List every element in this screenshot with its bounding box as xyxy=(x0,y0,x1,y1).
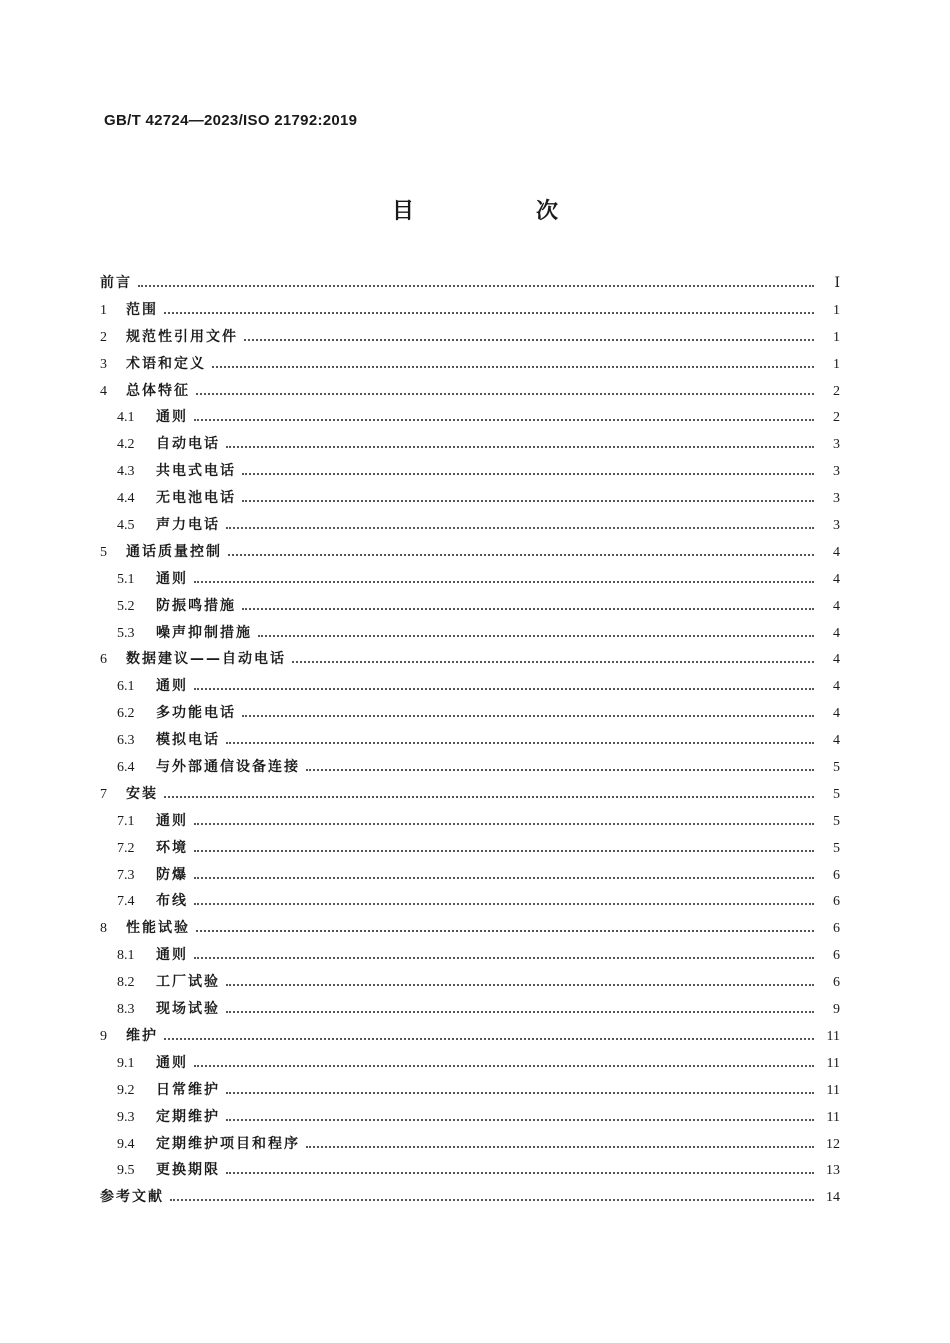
toc-entry-page-number: 2 xyxy=(833,410,840,426)
toc-entry-page-number: 3 xyxy=(833,518,840,534)
toc-entry-page-number: 1 xyxy=(833,329,840,345)
toc-entry-page-number: 4 xyxy=(833,706,840,722)
toc-entry-label: 环境 xyxy=(156,839,188,856)
toc-entry-label: 通则 xyxy=(156,678,188,695)
toc-entry-page-number: 4 xyxy=(833,571,840,587)
toc-entry-number: 4 xyxy=(100,383,107,399)
toc-entry[interactable] xyxy=(100,1023,840,1050)
toc-entry-label: 声力电话 xyxy=(156,517,220,534)
toc-entry[interactable] xyxy=(100,862,840,889)
toc-entry[interactable] xyxy=(100,754,840,781)
toc-entry-label: 规范性引用文件 xyxy=(126,328,238,345)
toc-entry-label: 维护 xyxy=(126,1027,158,1044)
toc-entry-page-number: Ⅰ xyxy=(834,276,840,291)
toc-entry-page-number: 5 xyxy=(833,813,840,829)
toc-entry-number: 9.5 xyxy=(117,1163,135,1179)
toc-dot-leader xyxy=(138,285,814,287)
toc-entry-label: 术语和定义 xyxy=(126,355,206,372)
toc-dot-leader xyxy=(226,984,814,986)
toc-entry-page-number: 11 xyxy=(826,1082,840,1098)
toc-dot-leader xyxy=(226,742,814,744)
toc-entry-page-number: 4 xyxy=(833,598,840,614)
toc-entry-page-number: 4 xyxy=(833,679,840,695)
toc-dot-leader xyxy=(242,500,814,502)
toc-entry-number: 4.2 xyxy=(117,437,135,453)
toc-dot-leader xyxy=(242,715,814,717)
toc-entry-page-number: 3 xyxy=(833,491,840,507)
toc-entry-number: 7 xyxy=(100,786,107,802)
toc-entry-label: 参考文献 xyxy=(100,1189,164,1206)
toc-entry-page-number: 5 xyxy=(833,786,840,802)
toc-entry[interactable] xyxy=(100,835,840,862)
toc-entry-label: 安装 xyxy=(126,785,158,802)
toc-entry-number: 5.2 xyxy=(117,598,135,614)
toc-entry-label: 总体特征 xyxy=(126,382,190,399)
toc-entry-number: 7.2 xyxy=(117,840,135,856)
toc-entry-page-number: 12 xyxy=(826,1136,840,1152)
toc-entry-number: 6 xyxy=(100,652,107,668)
document-id: GB/T 42724—2023/ISO 21792:2019 xyxy=(104,112,358,129)
toc-entry-label: 更换期限 xyxy=(156,1162,220,1179)
toc-entry[interactable] xyxy=(100,458,840,485)
toc-entry-page-number: 5 xyxy=(833,760,840,776)
toc-entry[interactable] xyxy=(100,404,840,431)
toc-entry[interactable] xyxy=(100,888,840,915)
toc-dot-leader xyxy=(194,850,814,852)
toc-entry-number: 8.3 xyxy=(117,1002,135,1018)
toc-dot-leader xyxy=(194,688,814,690)
toc-entry-number: 9.2 xyxy=(117,1082,135,1098)
toc-entry-page-number: 4 xyxy=(833,544,840,560)
toc-dot-leader xyxy=(228,554,814,556)
toc-entry-label: 定期维护 xyxy=(156,1108,220,1125)
toc-entry-label: 通则 xyxy=(156,947,188,964)
toc-entry-page-number: 5 xyxy=(833,840,840,856)
toc-entry-page-number: 1 xyxy=(833,302,840,318)
toc-entry-page-number: 3 xyxy=(833,437,840,453)
toc-dot-leader xyxy=(212,366,814,368)
toc-entry-label: 前言 xyxy=(100,275,132,291)
toc-entry-label: 布线 xyxy=(156,893,188,910)
toc-entry[interactable] xyxy=(100,727,840,754)
toc-entry-label: 范围 xyxy=(126,301,158,318)
toc-entry-page-number: 14 xyxy=(826,1190,840,1206)
toc-entry-number: 5 xyxy=(100,544,107,560)
toc-entry[interactable] xyxy=(100,673,840,700)
toc-entry-label: 噪声抑制措施 xyxy=(156,624,252,641)
toc-entry-number: 4.1 xyxy=(117,410,135,426)
toc-entry-number: 9.4 xyxy=(117,1136,135,1152)
toc-entry-page-number: 4 xyxy=(833,625,840,641)
toc-entry-page-number: 4 xyxy=(833,733,840,749)
toc-entry-page-number: 6 xyxy=(833,867,840,883)
toc-entry-number: 8.1 xyxy=(117,948,135,964)
toc-entry-number: 7.4 xyxy=(117,894,135,910)
toc-entry-number: 6.2 xyxy=(117,706,135,722)
toc-entry-label: 性能试验 xyxy=(126,920,190,937)
toc-entry-label: 现场试验 xyxy=(156,1001,220,1018)
toc-dot-leader xyxy=(170,1199,814,1201)
toc-dot-leader xyxy=(226,527,814,529)
toc-entry[interactable] xyxy=(100,646,840,673)
toc-dot-leader xyxy=(258,635,814,637)
toc-dot-leader xyxy=(194,419,814,421)
toc-entry-label: 通则 xyxy=(156,812,188,829)
toc-entry-label: 防爆 xyxy=(156,866,188,883)
toc-entry-number: 4.4 xyxy=(117,491,135,507)
toc-entry-label: 模拟电话 xyxy=(156,732,220,749)
toc-dot-leader xyxy=(164,312,814,314)
toc-entry[interactable] xyxy=(100,700,840,727)
toc-entry[interactable] xyxy=(100,1077,840,1104)
toc-entry-label: 防振鸣措施 xyxy=(156,597,236,614)
toc-entry[interactable] xyxy=(100,270,840,297)
toc-entry-number: 2 xyxy=(100,329,107,345)
toc-entry-label: 数据建议——自动电话 xyxy=(126,651,286,668)
toc-entry-number: 6.4 xyxy=(117,760,135,776)
toc-entry-page-number: 1 xyxy=(833,356,840,372)
toc-entry[interactable] xyxy=(100,1184,840,1211)
toc-entry[interactable] xyxy=(100,485,840,512)
toc-entry-number: 1 xyxy=(100,302,107,318)
toc-entry[interactable] xyxy=(100,1104,840,1131)
toc-entry-number: 6.1 xyxy=(117,679,135,695)
toc-dot-leader xyxy=(196,930,814,932)
toc-entry-page-number: 11 xyxy=(826,1028,840,1044)
toc-entry[interactable] xyxy=(100,297,840,324)
toc-entry-page-number: 11 xyxy=(826,1109,840,1125)
toc-entry-number: 4.5 xyxy=(117,518,135,534)
toc-dot-leader xyxy=(164,796,814,798)
toc-entry[interactable] xyxy=(100,996,840,1023)
toc-entry[interactable] xyxy=(100,1131,840,1158)
toc-entry-number: 3 xyxy=(100,356,107,372)
toc-dot-leader xyxy=(226,446,814,448)
toc-entry-number: 9 xyxy=(100,1028,107,1044)
toc-dot-leader xyxy=(226,1172,814,1174)
toc-dot-leader xyxy=(306,769,814,771)
toc-dot-leader xyxy=(226,1092,814,1094)
toc-entry-number: 9.3 xyxy=(117,1109,135,1125)
toc-dot-leader xyxy=(306,1146,814,1148)
toc-entry-page-number: 6 xyxy=(833,894,840,910)
toc-entry[interactable] xyxy=(100,620,840,647)
table-of-contents xyxy=(100,270,840,1211)
toc-entry[interactable] xyxy=(100,566,840,593)
toc-entry[interactable] xyxy=(100,808,840,835)
toc-dot-leader xyxy=(194,903,814,905)
toc-entry-page-number: 6 xyxy=(833,975,840,991)
toc-entry-number: 9.1 xyxy=(117,1055,135,1071)
toc-entry[interactable] xyxy=(100,539,840,566)
toc-dot-leader xyxy=(194,877,814,879)
toc-entry-number: 8.2 xyxy=(117,975,135,991)
toc-entry-label: 工厂试验 xyxy=(156,974,220,991)
toc-entry-label: 日常维护 xyxy=(156,1081,220,1098)
toc-entry-label: 自动电话 xyxy=(156,436,220,453)
toc-entry[interactable] xyxy=(100,351,840,378)
toc-dot-leader xyxy=(226,1119,814,1121)
toc-entry-label: 定期维护项目和程序 xyxy=(156,1135,300,1152)
toc-dot-leader xyxy=(242,608,814,610)
toc-dot-leader xyxy=(194,823,814,825)
toc-dot-leader xyxy=(242,473,814,475)
toc-entry-page-number: 3 xyxy=(833,464,840,480)
toc-entry-label: 多功能电话 xyxy=(156,705,236,722)
toc-entry[interactable] xyxy=(100,593,840,620)
toc-entry-page-number: 4 xyxy=(833,652,840,668)
toc-entry[interactable] xyxy=(100,781,840,808)
toc-entry-number: 4.3 xyxy=(117,464,135,480)
toc-entry[interactable] xyxy=(100,915,840,942)
toc-entry[interactable] xyxy=(100,1050,840,1077)
toc-entry-number: 5.1 xyxy=(117,571,135,587)
toc-entry-number: 7.3 xyxy=(117,867,135,883)
toc-dot-leader xyxy=(226,1011,814,1013)
toc-entry-number: 8 xyxy=(100,921,107,937)
toc-entry[interactable] xyxy=(100,378,840,405)
toc-dot-leader xyxy=(194,957,814,959)
toc-dot-leader xyxy=(164,1038,814,1040)
toc-entry-number: 7.1 xyxy=(117,813,135,829)
toc-dot-leader xyxy=(196,393,814,395)
toc-entry-label: 通则 xyxy=(156,409,188,426)
toc-entry[interactable] xyxy=(100,942,840,969)
toc-entry-label: 无电池电话 xyxy=(156,490,236,507)
toc-entry[interactable] xyxy=(100,969,840,996)
toc-entry-page-number: 9 xyxy=(833,1002,840,1018)
toc-dot-leader xyxy=(292,661,814,663)
toc-entry[interactable] xyxy=(100,512,840,539)
toc-entry-label: 共电式电话 xyxy=(156,463,236,480)
toc-entry-label: 通则 xyxy=(156,570,188,587)
toc-entry[interactable] xyxy=(100,1157,840,1184)
toc-entry-number: 5.3 xyxy=(117,625,135,641)
toc-dot-leader xyxy=(194,1065,814,1067)
toc-entry-page-number: 6 xyxy=(833,921,840,937)
toc-entry-page-number: 13 xyxy=(826,1163,840,1179)
toc-entry[interactable] xyxy=(100,431,840,458)
toc-entry-label: 通则 xyxy=(156,1054,188,1071)
toc-entry-number: 6.3 xyxy=(117,733,135,749)
toc-entry-label: 通话质量控制 xyxy=(126,543,222,560)
toc-entry-page-number: 2 xyxy=(833,383,840,399)
toc-dot-leader xyxy=(194,581,814,583)
toc-entry-page-number: 6 xyxy=(833,948,840,964)
page-title: 目 次 xyxy=(391,199,608,224)
toc-entry-label: 与外部通信设备连接 xyxy=(156,759,300,776)
toc-entry[interactable] xyxy=(100,324,840,351)
toc-entry-page-number: 11 xyxy=(826,1055,840,1071)
toc-dot-leader xyxy=(244,339,814,341)
